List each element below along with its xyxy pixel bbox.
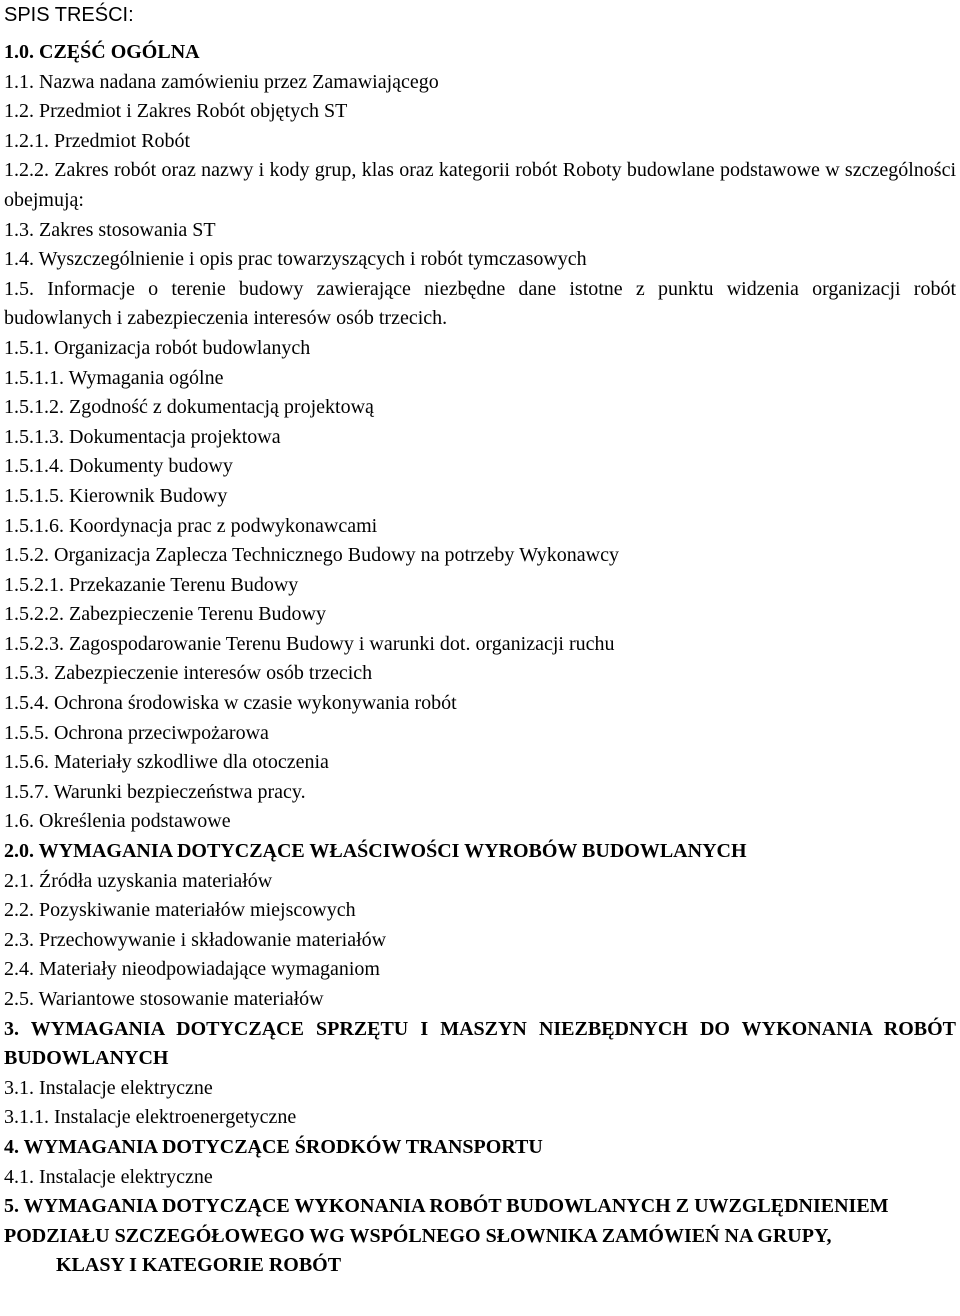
toc-entry: 1.5.1.6. Koordynacja prac z podwykonawcami bbox=[4, 514, 378, 537]
toc-entry: 1.5.1.4. Dokumenty budowy bbox=[4, 455, 233, 478]
toc-heading: 2.0. WYMAGANIA DOTYCZĄCE WŁAŚCIWOŚCI WYROBÓW BUDOWLANYCH bbox=[4, 840, 747, 863]
toc-entry: 1.5.2.3. Zagospodarowanie Terenu Budowy i warunki dot. organizacji ruchu bbox=[4, 632, 615, 655]
toc-entry: 1.5.1.1. Wymagania ogólne bbox=[4, 366, 224, 389]
toc-entry: 1.5.6. Materiały szkodliwe dla otoczenia bbox=[4, 751, 329, 774]
toc-entry: 1.2.1. Przedmiot Robót bbox=[4, 129, 191, 152]
toc-entry: 2.2. Pozyskiwanie materiałów miejscowych bbox=[4, 899, 356, 922]
toc-entry: 1.4. Wyszczególnienie i opis prac towarzyszących i robót tymczasowych bbox=[4, 248, 587, 271]
toc-entry: 1.5.2.2. Zabezpieczenie Terenu Budowy bbox=[4, 603, 327, 626]
toc-entry: 1.5.2.1. Przekazanie Terenu Budowy bbox=[4, 573, 299, 596]
table-of-contents bbox=[4, 38, 956, 1281]
toc-heading: 5. WYMAGANIA DOTYCZĄCE WYKONANIA ROBÓT BUDOWLANYCH Z UWZGLĘDNIENIEM PODZIAŁU SZCZEGÓŁOWEGO WG WSPÓLNEGO SŁOWNIKA ZAMÓWIEŃ NA GRUPY, bbox=[4, 1195, 889, 1247]
toc-heading: 3. WYMAGANIA DOTYCZĄCE SPRZĘTU I MASZYN NIEZBĘDNYCH DO WYKONANIA ROBÓT BUDOWLANYCH bbox=[4, 1017, 956, 1070]
toc-entry: 1.5.5. Ochrona przeciwpożarowa bbox=[4, 721, 269, 744]
toc-entry: 1.5.7. Warunki bezpieczeństwa pracy. bbox=[4, 780, 306, 803]
toc-title: SPIS TREŚCI: bbox=[4, 4, 134, 26]
document-page bbox=[4, 0, 956, 1281]
toc-entry: 1.6. Określenia podstawowe bbox=[4, 810, 231, 833]
toc-entry: 2.1. Źródła uzyskania materiałów bbox=[4, 869, 273, 892]
toc-entry: 1.3. Zakres stosowania ST bbox=[4, 218, 216, 241]
toc-entry: 1.2.2. Zakres robót oraz nazwy i kody grup, klas oraz kategorii robót Roboty budowlane podstawowe w szczególności obejmują: bbox=[4, 159, 956, 211]
toc-entry: 1.2. Przedmiot i Zakres Robót objętych ST bbox=[4, 100, 348, 123]
toc-heading: 1.0. CZĘŚĆ OGÓLNA bbox=[4, 41, 200, 63]
toc-entry: 1.5.1.3. Dokumentacja projektowa bbox=[4, 425, 281, 448]
toc-entry: 1.5.4. Ochrona środowiska w czasie wykonywania robót bbox=[4, 692, 457, 715]
toc-entry: 1.5.1.2. Zgodność z dokumentacją projektową bbox=[4, 396, 374, 419]
toc-heading: 4. WYMAGANIA DOTYCZĄCE ŚRODKÓW TRANSPORTU bbox=[4, 1135, 543, 1158]
toc-entry: 3.1. Instalacje elektryczne bbox=[4, 1076, 213, 1099]
toc-entry: 1.5.1.5. Kierownik Budowy bbox=[4, 484, 228, 507]
toc-entry: 1.5.3. Zabezpieczenie interesów osób trzecich bbox=[4, 662, 373, 685]
toc-entry: 1.5.2. Organizacja Zaplecza Technicznego Budowy na potrzeby Wykonawcy bbox=[4, 544, 619, 567]
toc-entry: 1.5.1. Organizacja robót budowlanych bbox=[4, 336, 311, 359]
toc-entry: 3.1.1. Instalacje elektroenergetyczne bbox=[4, 1106, 297, 1129]
toc-entry: 2.3. Przechowywanie i składowanie materiałów bbox=[4, 928, 387, 951]
toc-entry: 2.5. Wariantowe stosowanie materiałów bbox=[4, 988, 324, 1010]
toc-heading: KLASY I KATEGORIE ROBÓT bbox=[56, 1254, 342, 1277]
toc-entry: 2.4. Materiały nieodpowiadające wymaganiom bbox=[4, 958, 380, 981]
toc-entry: 1.5. Informacje o terenie budowy zawierające niezbędne dane istotne z punktu widzenia organizacji robót budowlanych i zabezpieczenia interesów osób trzecich. bbox=[4, 277, 956, 330]
toc-entry: 1.1. Nazwa nadana zamówieniu przez Zamawiającego bbox=[4, 70, 439, 93]
toc-entry: 4.1. Instalacje elektryczne bbox=[4, 1165, 213, 1188]
